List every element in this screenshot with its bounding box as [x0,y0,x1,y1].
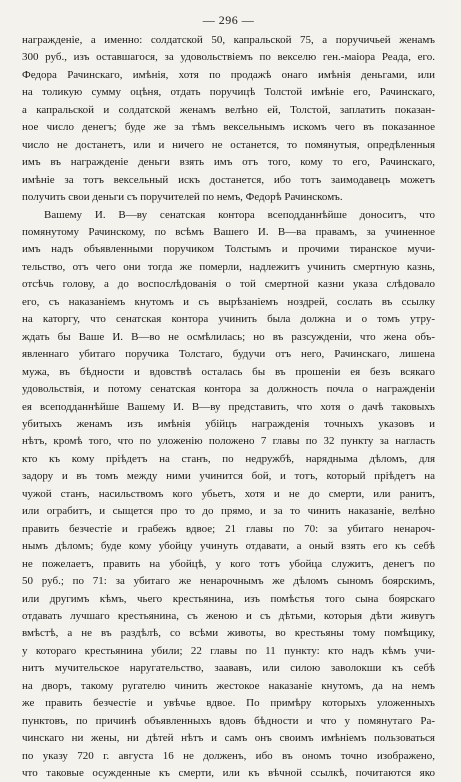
text-line: у котораго крестьянина убили; 22 главы по 11 пункту: кто надъ кѣмъ учи- [22,644,435,657]
text-line: что таковые осужденные къ смерти, или къ вѣчной ссылкѣ, почитаются яко [22,767,435,780]
text-line: же править безчестіе и увѣчье вдвое. По примѣру которыхъ уложенныхъ [22,697,435,710]
text-line: кто къ кому пріѣдетъ на станъ, по недружбѣ, нарядныма дѣломъ, для [22,452,435,465]
text-line: нымъ дѣломъ; буде кому убойцу учинуть отдавати, а оный взять его къ себѣ [22,540,435,553]
text-line: нитъ мучительское наругательство, заававъ, или силою заволокши къ себѣ [22,662,435,675]
text-line: задору и въ томъ между ними учинится бой, и тотъ, который пріѣдетъ на [22,470,435,483]
text-line: имѣніе за тотъ вексельный искъ достанется, ибо тотъ заимодавецъ можетъ [22,173,435,186]
text-line: помянутому Рачинскому, по всѣмъ Вашего И. В—ва правамъ, за учиненное [22,225,435,238]
text-line: на каторгу, что сенатская контора учинить была должна и о томъ утру- [22,313,435,326]
text-line: имъ надъ объявленными поручиком Толстымъ и прочими тиранское мучи- [22,243,435,256]
text-line: получить свои деньги съ поручителей по немъ, Федорѣ Рачинскомъ. [22,191,343,204]
text-line: 50 руб.; по 71: за убитаго же ненарочнымъ же дѣломъ сыномъ боярскимъ, [22,575,435,588]
text-line: не пожелаетъ, править на убойцѣ, у кого тотъ убойца служитъ, денегъ по [22,557,435,570]
text-body [22,32,435,782]
text-line: чинскаго ни жены, ни дѣтей нѣтъ и самъ онъ своимъ имѣніемъ пользоваться [22,732,435,745]
text-line: на дворъ, такому ругателю чинить жестокое наказаніе кнутомъ, да на немъ [22,679,435,692]
text-line: а капральской и солдатской женамъ велѣно ей, Толстой, заплатить показан- [22,103,435,116]
text-line: 300 руб., изъ оставшагося, за удовольствіемъ по векселю ген.-маіора Реада, его. [22,51,435,64]
text-line: пунктовъ, по причинѣ объявленныхъ вдовъ бѣдности и что у помянутаго Ра- [22,714,435,727]
text-line: имъ въ награжденіе деньги взять имъ отъ того, кому то его, Рачинскаго, [22,156,435,169]
text-line: отсѣчь голову, а до воспослѣдованія о той смертной казни указа слѣдовало [22,278,435,291]
text-line: мужа, въ бѣдности и вдовствѣ осталась бы въ прошеніи ея безъ всякаго [22,365,435,378]
text-line: или другимъ кѣмъ, чьего крестьянина, изъ помѣстья того сына боярскаго [22,592,435,605]
text-line: тельство, отъ чего они тогда же померли, надлежитъ учинить смертную казнь, [22,260,435,273]
text-line: Федора Рачинскаго, имѣнія, хотя по продажѣ онаго имѣнія деньгами, или [22,68,435,81]
paragraph [22,207,435,782]
text-line: удовольствія, и потому сенатская контора за должность почла о награжденіи [22,383,435,396]
text-line: чужой станъ, насильствомъ кого убьетъ, хотя и не до смерти, или ранитъ, [22,487,435,500]
text-line: награжденіе, а именно: солдатской 50, капральской 75, а поручичьей женамъ [22,34,435,46]
paragraph [22,32,435,207]
text-line: ное число денегъ; буде же за тѣмъ вексельнымъ искомъ чего въ показанное [22,121,435,134]
text-line: по указу 720 г. августа 16 не долженъ, ибо въ ономъ точно изображено, [22,749,435,762]
text-line: на толикую сумму оцѣня, отдать поручицѣ Толстой имѣніе его, Рачинскаго, [22,86,435,99]
page-number: — 296 — [202,13,255,27]
text-line: отдавать лучшаго крестьянина, съ женою и съ дѣтьми, которыя дѣти живутъ [22,609,435,622]
text-line: число не достанетъ, или и ничего не останется, то помянутыя, опредѣленныя [22,138,435,151]
text-line: или ограбитъ, и сыщется про то до прямо, и за то чинить наказаніе, велѣно [22,505,435,518]
text-line: ждать бы Ваше И. В—во не осмѣлилась; но въ разсужденіи, что жена объ- [22,330,435,343]
text-line: вмѣстѣ, а не въ раздѣлѣ, со всѣми животы, во крестьяны тому помѣщику, [22,627,435,640]
text-line: править безчестіе и грабежъ вдвое; 21 главы по 70: за убитаго ненароч- [22,522,435,535]
text-line: его, съ наказаніемъ кнутомъ и съ вырѣзаніемъ ноздрей, сослать въ ссылку [22,295,435,308]
text-line: явленнаго убитаго поручика Толстаго, будучи отъ него, Рачинскаго, лишена [22,348,435,361]
text-line: убитыхъ женамъ изъ имѣнія убійцъ награжденія точныхъ указовъ и [22,417,435,430]
text-line: Вашему И. В—ву сенатская контора всеподданнѣйше доноситъ, что [44,208,435,221]
text-line: ея всеподданнѣйше Вашему И. В—ву представить, что хотя о дачѣ таковыхъ [22,400,435,413]
text-line: нѣтъ, кромѣ того, что по уложенію положено 7 главы по 32 пункту за нагласть [22,435,435,448]
